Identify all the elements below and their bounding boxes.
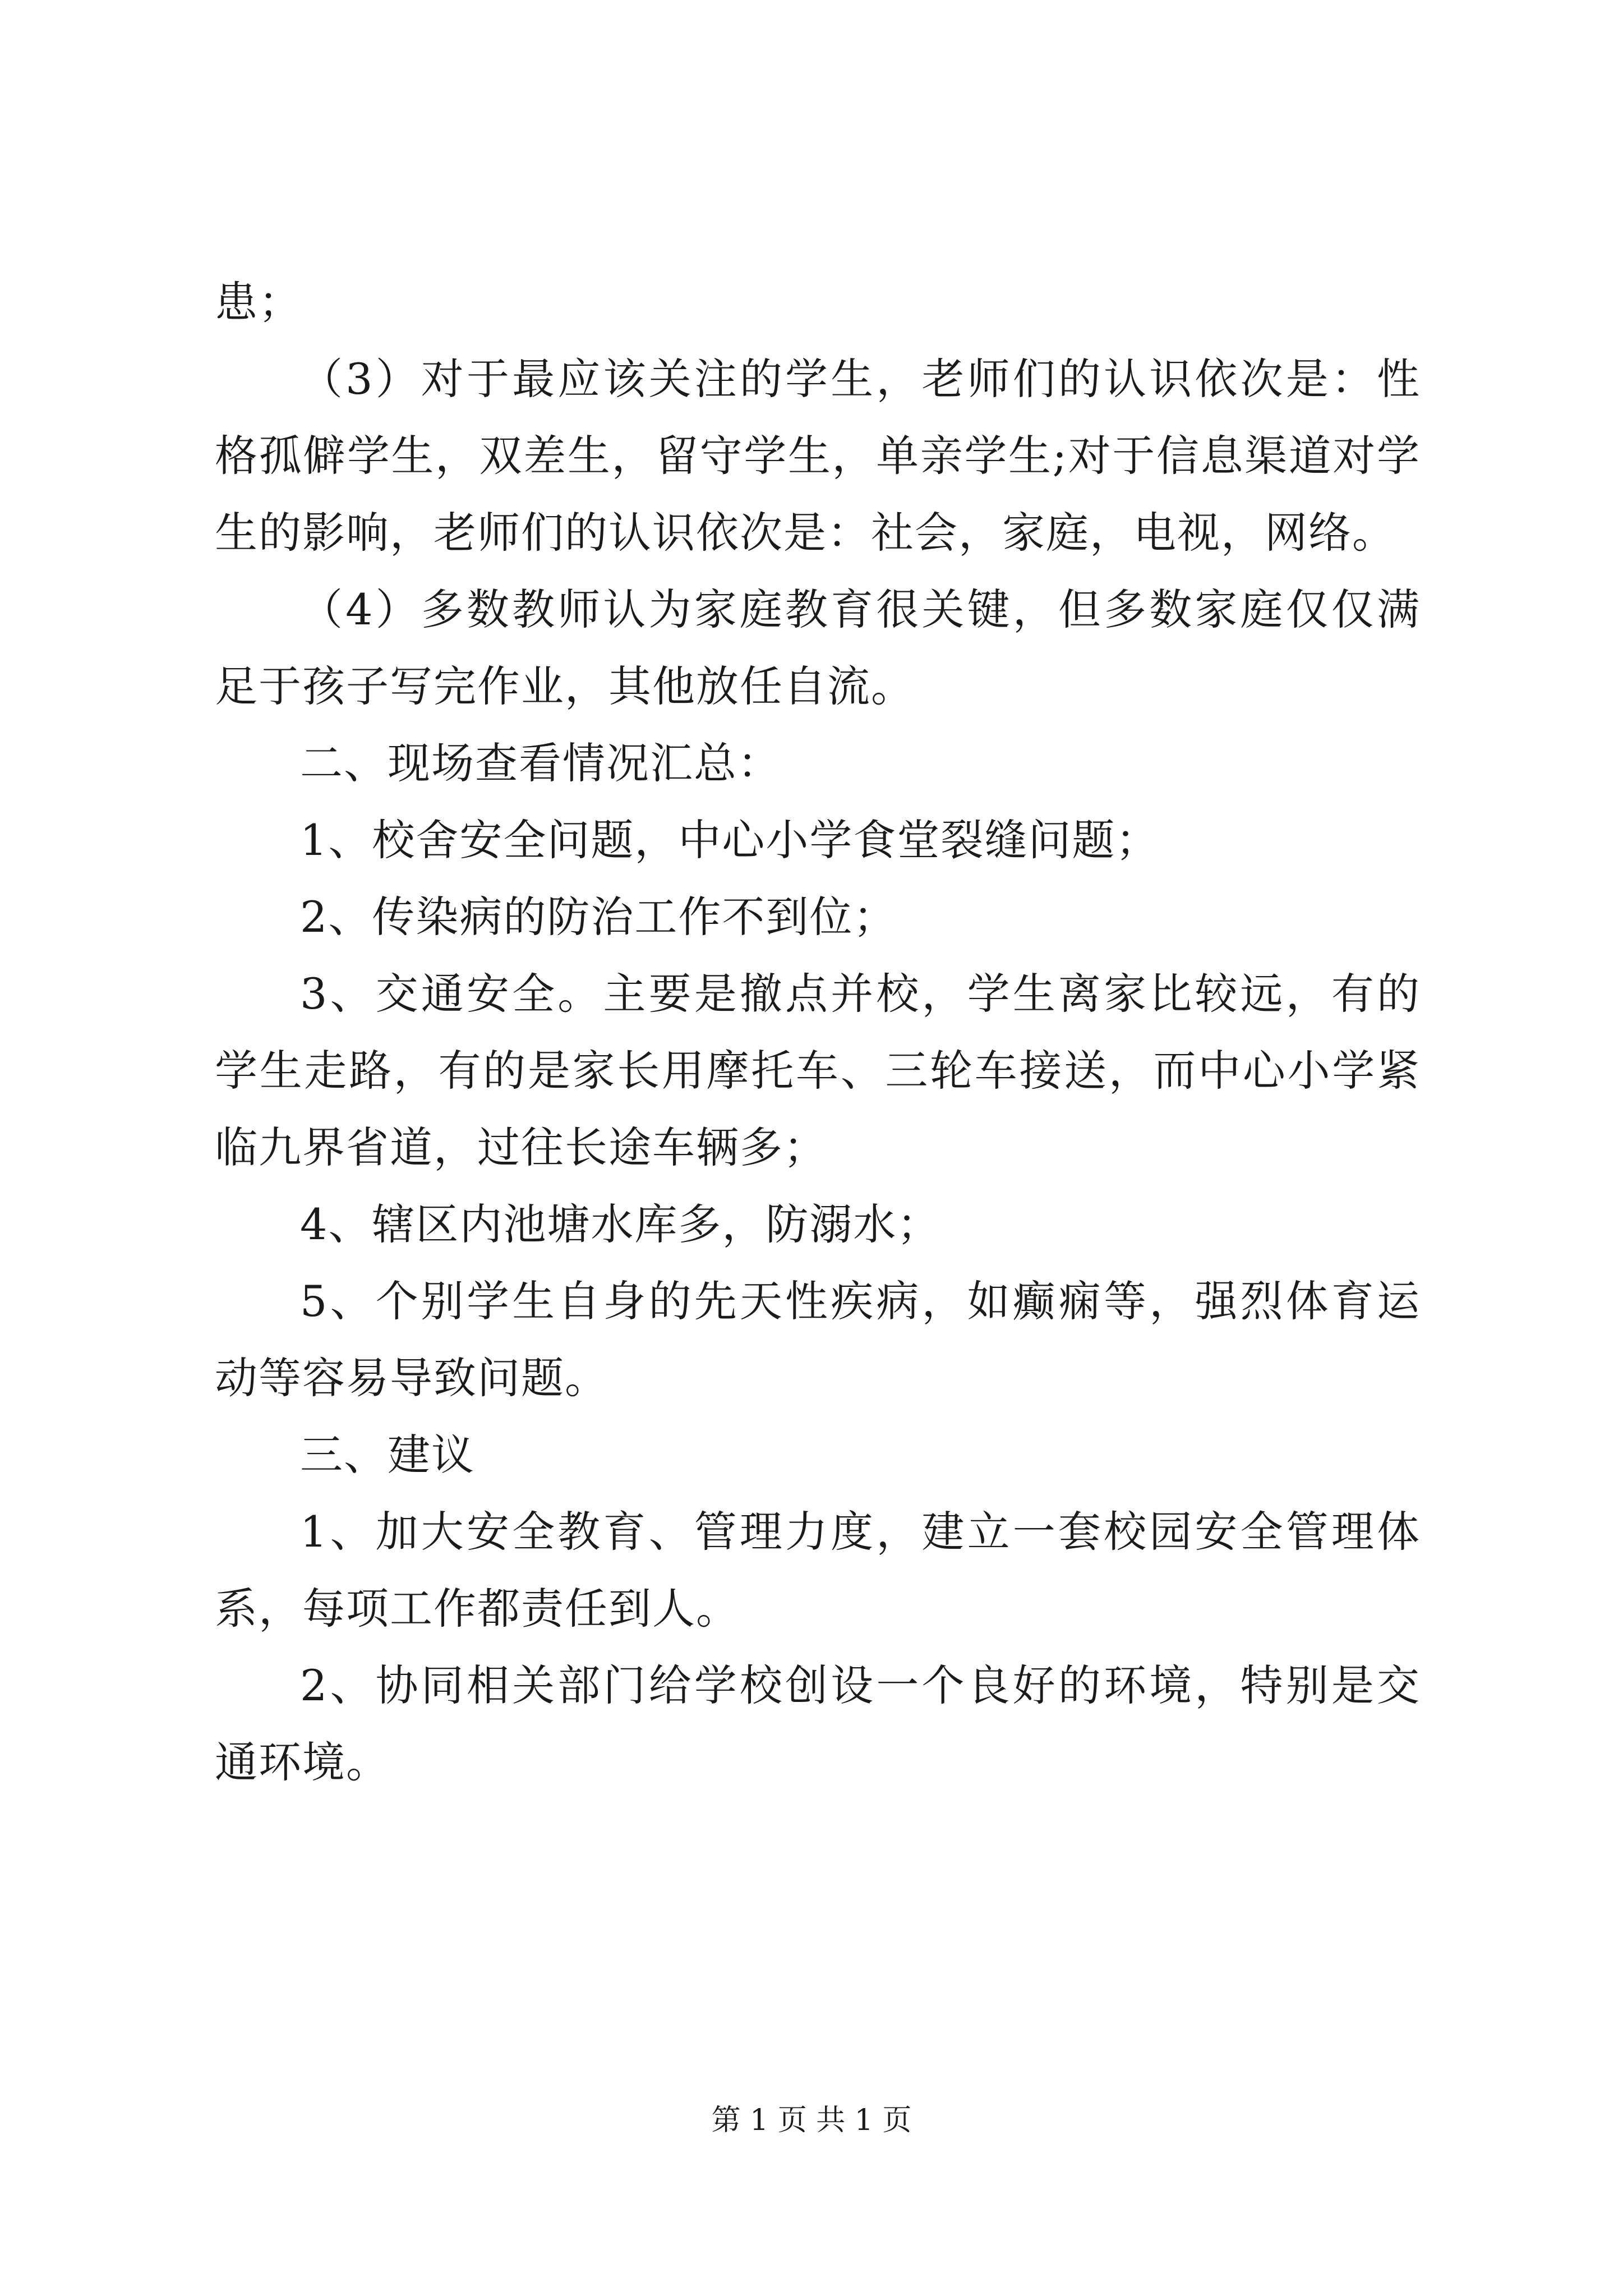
list-item-drowning: 4、辖区内池塘水库多，防溺水； [300,1199,941,1249]
list-item-school-building: 1、校舍安全问题，中心小学食堂裂缝问题； [300,815,1160,865]
section-heading-suggestions: 三、建议 [300,1430,475,1480]
paragraph-teacher-views: （3）对于最应该关注的学生，老师们的认识依次是：性格孤僻学生，双差生，留守学生，单亲学生;对于信息渠道对学生的影响，老师们的认识依次是：社会，家庭，电视，网络。 [215,354,1421,558]
section-heading-site-inspection: 二、现场查看情况汇总： [300,738,781,788]
page-footer [0,2098,1623,2143]
list-item-disease-prevention: 2、传染病的防治工作不到位； [300,892,897,942]
page-number: 第 1 页 共 1 页 [711,2104,912,2137]
list-item-congenital-disease: 5、个别学生自身的先天性疾病，如癫痫等，强烈体育运动等容易导致问题。 [215,1276,1421,1403]
suggestion-item-environment: 2、协同相关部门给学校创设一个良好的环境，特别是交通环境。 [215,1660,1421,1787]
document-body [215,264,1421,1801]
list-item-traffic-safety: 3、交通安全。主要是撤点并校，学生离家比较远，有的学生走路，有的是家长用摩托车、三轮车接送，而中心小学紧临九界省道，过往长途车辆多； [215,969,1421,1172]
suggestion-item-management: 1、加大安全教育、管理力度，建立一套校园安全管理体系，每项工作都责任到人。 [215,1507,1421,1634]
paragraph-family-education: （4）多数教师认为家庭教育很关键，但多数家庭仅仅满足于孩子写完作业，其他放任自流。 [215,585,1421,711]
paragraph-continuation: 患； [215,277,302,327]
